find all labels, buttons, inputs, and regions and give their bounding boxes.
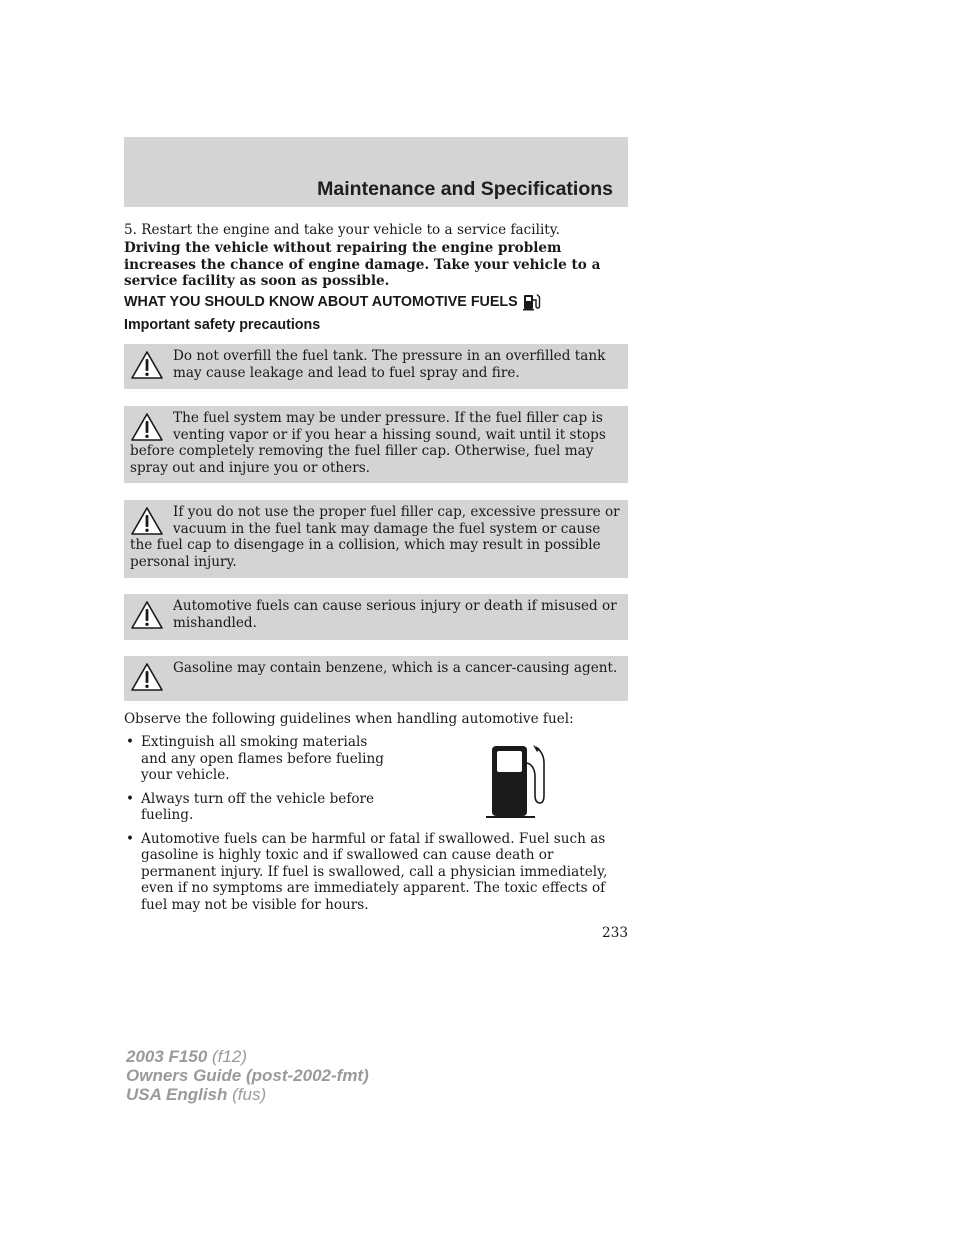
section-heading xyxy=(124,292,628,312)
footer xyxy=(126,1047,369,1104)
list-item-text: Always turn off the vehicle before fueling. xyxy=(141,790,375,823)
footer-guide: Owners Guide (post-2002-fmt) xyxy=(126,1066,369,1085)
header-band xyxy=(124,137,628,207)
bold-warning: Driving the vehicle without repairing the engine problem increases the chance of engine damage. Take your vehicle to a service facility as soon as possible. xyxy=(124,240,601,289)
fuel-pump-icon xyxy=(522,292,542,312)
footer-language-code: (fus) xyxy=(232,1085,267,1104)
footer-model: 2003 F150 xyxy=(126,1047,208,1066)
bullet-dot: • xyxy=(126,830,135,847)
warning-text: Gasoline may contain benzene, which is a cancer-causing agent. xyxy=(173,660,618,676)
footer-line-2 xyxy=(126,1066,369,1085)
list-item-text: Extinguish all smoking materials and any open flames before fueling your vehicle. xyxy=(141,734,384,783)
footer-model-code: (f12) xyxy=(212,1047,247,1066)
warning-triangle-icon xyxy=(130,350,164,380)
list-item xyxy=(124,734,391,784)
list-item xyxy=(124,791,391,824)
warning-text: Do not overfill the fuel tank. The pressure in an overfilled tank may cause leakage and lead to fuel spray and fire. xyxy=(173,348,606,381)
warning-triangle-icon xyxy=(130,506,164,536)
warning-triangle-icon xyxy=(130,412,164,442)
page-title: Maintenance and Specifications xyxy=(317,178,613,200)
warning-box xyxy=(124,500,628,578)
warning-box xyxy=(124,656,628,701)
section-heading-text: WHAT YOU SHOULD KNOW ABOUT AUTOMOTIVE FUELS xyxy=(124,294,518,310)
warning-box xyxy=(124,344,628,389)
warning-box xyxy=(124,406,628,483)
sub-heading: Important safety precautions xyxy=(124,317,321,333)
warning-text: The fuel system may be under pressure. If the fuel filler cap is venting vapor or if you hear a hissing sound, wait until it stops before completely removing the fuel filler cap. Otherwise, fuel may spray out and injure you or others. xyxy=(130,410,606,476)
warning-text: If you do not use the proper fuel filler cap, excessive pressure or vacuum in the fuel tank may damage the fuel system or cause the fuel cap to disengage in a collision, which may result in possible personal injury. xyxy=(130,504,620,570)
footer-line-3 xyxy=(126,1085,369,1104)
fuel-pump-illustration xyxy=(484,743,548,821)
footer-line-1 xyxy=(126,1047,369,1066)
warning-box xyxy=(124,594,628,640)
page-number: 233 xyxy=(602,925,628,941)
list-item xyxy=(124,831,627,914)
step-text: 5. Restart the engine and take your vehicle to a service facility. xyxy=(124,222,560,238)
warning-triangle-icon xyxy=(130,662,164,692)
list-item-text: Automotive fuels can be harmful or fatal if swallowed. Fuel such as gasoline is highly toxic and if swallowed can cause death or permanent injury. If fuel is swallowed, call a physician immediately, even if no symptoms are immediately apparent. The toxic effects of fuel may not be visible for hours. xyxy=(141,830,608,913)
warning-triangle-icon xyxy=(130,600,164,630)
bullet-dot: • xyxy=(126,734,135,750)
warning-text: Automotive fuels can cause serious injury or death if misused or mishandled. xyxy=(173,598,617,631)
guideline-list xyxy=(124,734,628,913)
footer-language: USA English xyxy=(126,1085,228,1104)
bullet-dot: • xyxy=(126,790,135,807)
intro-text: Observe the following guidelines when handling automotive fuel: xyxy=(124,711,574,727)
